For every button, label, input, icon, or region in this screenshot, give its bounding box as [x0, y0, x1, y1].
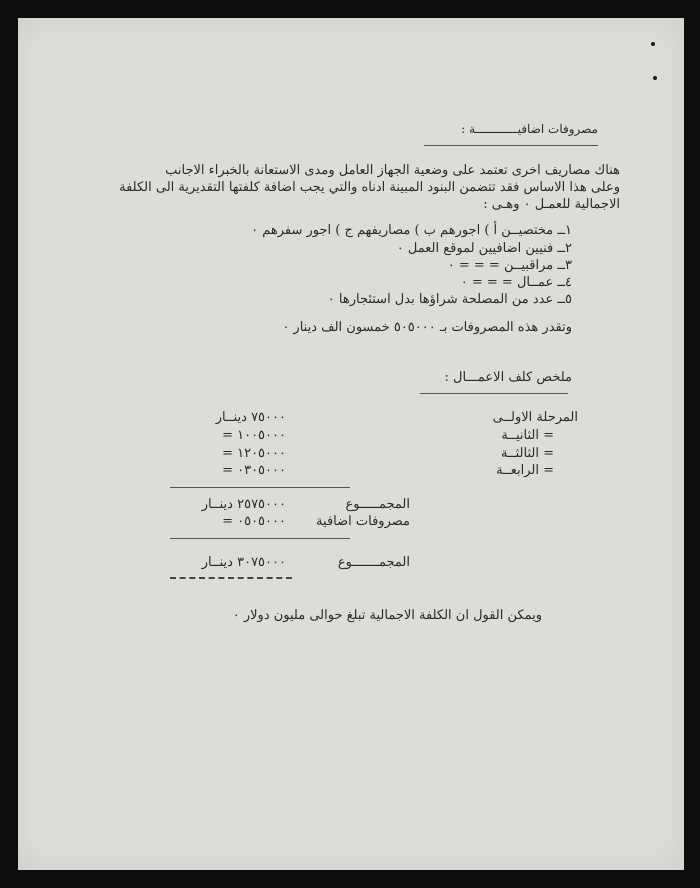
- margin-mark: [651, 42, 655, 46]
- stage-amount: ٠٣٠٥٠٠٠ =: [222, 463, 286, 478]
- total-rule: [170, 538, 350, 539]
- extra-expenses-amount: ٠٥٠٥٠٠٠ =: [222, 514, 286, 529]
- extra-expenses-label: مصروفات اضافية: [316, 514, 410, 529]
- stage-amount: ٧٥٠٠٠ دينــار: [215, 410, 286, 425]
- intro-line-3: الاجمالية للعمـل ٠ وهـى :: [483, 197, 620, 212]
- list-item: ١ــ مختصيــن أ ) اجورهم ب ) مصاريفهم ج ) اجور سفرهم ٠: [251, 223, 572, 238]
- intro-line-1: هناك مصاريف اخرى تعتمد على وضعية الجهاز العامل ومدى الاستعانة بالخبراء الاجانب: [165, 163, 620, 178]
- subtotal-label: المجمـــــوع: [345, 497, 410, 512]
- conclusion-sentence: ويمكن القول ان الكلفة الاجمالية تبلغ حوالى مليون دولار ٠: [232, 608, 542, 623]
- stage-label: المرحلة الاولــى: [492, 410, 578, 425]
- section-heading-extra-expenses: مصروفات اضافيــــــــــــة :: [461, 122, 598, 136]
- section-heading-cost-summary: ملخص كلف الاعمـــال :: [444, 370, 572, 385]
- expenses-estimate: وتقدر هذه المصروفات بـ ٥٠٥٠٠٠ خمسون الف دينار ٠: [282, 320, 572, 335]
- stage-label: = الثانيــة: [501, 428, 554, 443]
- intro-line-2: وعلى هذا الاساس فقد تتضمن البنود المبينة ادناه والتي يجب اضافة كلفتها التقديرية الى الكلفة: [119, 180, 620, 195]
- list-item: ٥ــ عدد من المصلحة شراؤها بدل استئجارها ٠: [327, 292, 572, 307]
- total-label: المجمـــــــوع: [337, 555, 410, 570]
- stage-label: = الرابعــة: [496, 463, 554, 478]
- stage-amount: ١٢٠٥٠٠٠ =: [222, 446, 286, 461]
- total-double-underline: [170, 577, 292, 579]
- stage-amount: ١٠٠٥٠٠٠ =: [222, 428, 286, 443]
- subtotal-amount: ٢٥٧٥٠٠٠ دينــار: [201, 497, 286, 512]
- heading-underline: [424, 145, 598, 146]
- heading-underline: [420, 393, 568, 394]
- total-amount: ٣٠٧٥٠٠٠ دينــار: [201, 555, 286, 570]
- stage-label: = الثالثــة: [501, 446, 554, 461]
- subtotal-rule: [170, 487, 350, 488]
- list-item: ٢ــ فنيين اضافيين لموقع العمل ٠: [396, 241, 572, 256]
- list-item: ٤ــ عمــال = = = ٠: [460, 275, 572, 290]
- list-item: ٣ــ مراقبيــن = = = ٠: [447, 258, 572, 273]
- margin-mark: [653, 76, 657, 80]
